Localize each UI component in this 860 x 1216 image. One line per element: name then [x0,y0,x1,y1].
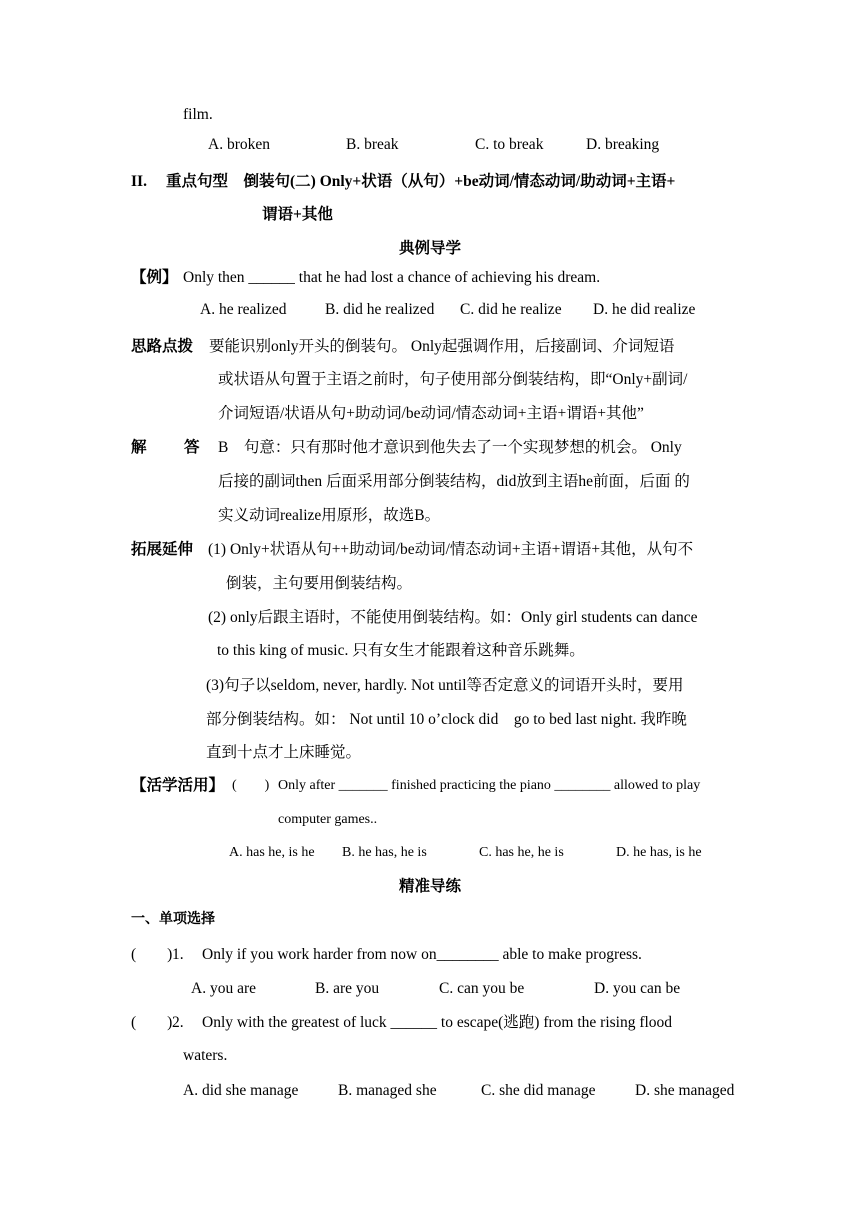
practice-option-b: B. he has, he is [342,845,427,860]
extend-item-1-line2: 倒装，主句要用倒装结构。 [226,575,413,592]
question-2-text-line1: Only with the greatest of luck ______ to escape(逃跑) from the rising flood [202,1014,673,1031]
example-heading: 典例导学 [398,240,461,257]
prev-question-tail: film. [183,106,213,123]
practice-option-c: C. has he, he is [479,845,564,860]
hint-label: 思路点拨 [131,338,194,355]
extend-item-3-line3: 直到十点才上床睡觉。 [206,744,362,761]
hint-line: 要能识别only开头的倒装句。 Only起强调作用，后接副词、介词短语 [209,338,675,355]
practice-question-line1: Only after _______ finished practicing the piano ________ allowed to play [278,778,701,793]
example-option-d: D. he did realize [593,301,696,318]
example-option-a: A. he realized [200,301,287,318]
extend-item-2-line1: (2) only后跟主语时，不能使用倒装结构。如：Only girl students can dance [208,609,698,626]
extend-item-1-line1: (1) Only+状语从句++助动词/be动词/情态动词+主语+谓语+其他，从句不 [208,541,694,558]
prev-option-c: C. to break [475,136,544,153]
section-title-line2: 谓语+其他 [262,206,333,223]
hint-line: 介词短语/状语从句+助动词/be动词/情态动词+主语+谓语+其他” [218,405,644,422]
example-option-b: B. did he realized [325,301,435,318]
practice-label: 【活学活用】 [131,777,225,794]
question-2-option-d: D. she managed [635,1082,735,1099]
question-1-option-d: D. you can be [594,980,681,997]
practice-answer-blank: ( ) [232,778,270,793]
answer-label-b: 答 [184,439,200,456]
question-1-option-b: B. are you [315,980,380,997]
question-1-number: 1. [172,946,184,963]
answer-label-a: 解 [131,439,147,456]
prev-option-a: A. broken [208,136,270,153]
example-option-c: C. did he realize [460,301,562,318]
answer-line: 实义动词realize用原形，故选B。 [218,507,441,524]
example-label: 【例】 [131,269,178,286]
practice-option-d: D. he has, is he [616,845,702,860]
practice-question-line2: computer games.. [278,812,378,827]
question-1-answer-blank: ( ) [131,946,173,963]
mc-heading: 一、单项选择 [131,912,215,927]
question-1-option-c: C. can you be [439,980,525,997]
example-question: Only then ______ that he had lost a chance of achieving his dream. [183,269,601,286]
question-2-option-c: C. she did manage [481,1082,596,1099]
question-1-text: Only if you work harder from now on________ able to make progress. [202,946,642,963]
section-title-line1: 重点句型 倒装句(二) Only+状语（从句）+be动词/情态动词/助动词+主语+ [166,173,676,190]
practice-option-a: A. has he, is he [229,845,315,860]
extend-item-3-line2: 部分倒装结构。如： Not until 10 o’clock did go to bed last night. 我昨晚 [206,711,687,728]
question-2-number: 2. [172,1014,184,1031]
hint-line: 或状语从句置于主语之前时，句子使用部分倒装结构，即“Only+副词/ [218,371,688,388]
prev-option-b: B. break [346,136,399,153]
extend-item-2-line2: to this king of music. 只有女生才能跟着这种音乐跳舞。 [217,642,585,659]
question-1-option-a: A. you are [191,980,256,997]
answer-line: 后接的副词then 后面采用部分倒装结构，did放到主语he前面，后面 的 [218,473,690,490]
extend-label: 拓展延伸 [131,541,194,558]
question-2-text-line2: waters. [183,1047,228,1064]
prev-option-d: D. breaking [586,136,660,153]
question-2-option-a: A. did she manage [183,1082,299,1099]
extend-item-3-line1: (3)句子以seldom, never, hardly. Not until等否定意义的词语开头时，要用 [206,677,684,694]
section-number: II. [131,173,147,190]
drill-heading: 精准导练 [398,878,461,895]
question-2-answer-blank: ( ) [131,1014,173,1031]
answer-line: B 句意：只有那时他才意识到他失去了一个实现梦想的机会。 Only [218,439,682,456]
question-2-option-b: B. managed she [338,1082,437,1099]
